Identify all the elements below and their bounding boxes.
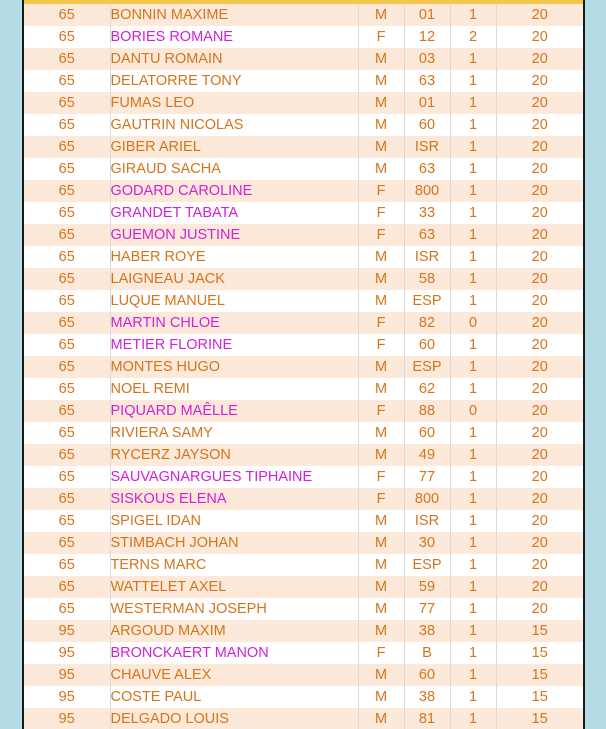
- dept-cell[interactable]: 01: [404, 92, 450, 114]
- count-cell[interactable]: 1: [450, 444, 496, 466]
- table-row: [24, 312, 583, 334]
- sex-cell[interactable]: M: [358, 4, 404, 26]
- name-cell[interactable]: GIBER ARIEL: [110, 136, 358, 158]
- count-cell[interactable]: 1: [450, 532, 496, 554]
- dept-cell[interactable]: 77: [404, 466, 450, 488]
- results-table-body: [24, 4, 583, 729]
- sex-cell[interactable]: M: [358, 444, 404, 466]
- table-row: [24, 642, 583, 664]
- score-cell[interactable]: 95: [24, 620, 110, 642]
- count-cell[interactable]: 1: [450, 268, 496, 290]
- sex-cell[interactable]: M: [358, 268, 404, 290]
- score-cell[interactable]: 65: [24, 202, 110, 224]
- count-cell[interactable]: 2: [450, 26, 496, 48]
- name-cell[interactable]: RIVIERA SAMY: [110, 422, 358, 444]
- sex-cell[interactable]: M: [358, 246, 404, 268]
- dept-cell[interactable]: B: [404, 642, 450, 664]
- dept-cell[interactable]: 03: [404, 48, 450, 70]
- table-row: [24, 202, 583, 224]
- name-cell[interactable]: METIER FLORINE: [110, 334, 358, 356]
- points-cell[interactable]: 20: [496, 92, 583, 114]
- name-cell[interactable]: FUMAS LEO: [110, 92, 358, 114]
- count-cell[interactable]: 1: [450, 576, 496, 598]
- sex-cell[interactable]: F: [358, 224, 404, 246]
- score-cell[interactable]: 65: [24, 466, 110, 488]
- points-cell[interactable]: 20: [496, 356, 583, 378]
- count-cell[interactable]: 1: [450, 334, 496, 356]
- score-cell[interactable]: 65: [24, 444, 110, 466]
- name-cell[interactable]: DELATORRE TONY: [110, 70, 358, 92]
- points-cell[interactable]: 20: [496, 180, 583, 202]
- name-cell[interactable]: GODARD CAROLINE: [110, 180, 358, 202]
- name-cell[interactable]: GAUTRIN NICOLAS: [110, 114, 358, 136]
- name-cell[interactable]: STIMBACH JOHAN: [110, 532, 358, 554]
- table-row: [24, 378, 583, 400]
- score-cell[interactable]: 65: [24, 422, 110, 444]
- score-cell[interactable]: 65: [24, 4, 110, 26]
- sex-cell[interactable]: M: [358, 48, 404, 70]
- score-cell[interactable]: 95: [24, 664, 110, 686]
- score-cell[interactable]: 65: [24, 70, 110, 92]
- table-row: [24, 26, 583, 48]
- count-cell[interactable]: 1: [450, 664, 496, 686]
- results-table: [24, 4, 583, 729]
- table-row: [24, 422, 583, 444]
- dept-cell[interactable]: 77: [404, 598, 450, 620]
- name-cell[interactable]: GRANDET TABATA: [110, 202, 358, 224]
- count-cell[interactable]: 1: [450, 114, 496, 136]
- sex-cell[interactable]: F: [358, 488, 404, 510]
- dept-cell[interactable]: 800: [404, 180, 450, 202]
- table-row: [24, 136, 583, 158]
- points-cell[interactable]: 20: [496, 114, 583, 136]
- table-row: [24, 488, 583, 510]
- points-cell[interactable]: 20: [496, 202, 583, 224]
- spreadsheet-sheet: [22, 0, 585, 729]
- name-cell[interactable]: DANTU ROMAIN: [110, 48, 358, 70]
- points-cell[interactable]: 20: [496, 290, 583, 312]
- table-row: [24, 70, 583, 92]
- table-row: [24, 48, 583, 70]
- count-cell[interactable]: 1: [450, 158, 496, 180]
- score-cell[interactable]: 65: [24, 180, 110, 202]
- count-cell[interactable]: 1: [450, 290, 496, 312]
- name-cell[interactable]: SPIGEL IDAN: [110, 510, 358, 532]
- points-cell[interactable]: 20: [496, 312, 583, 334]
- table-row: [24, 400, 583, 422]
- table-row: [24, 598, 583, 620]
- sex-cell[interactable]: M: [358, 378, 404, 400]
- score-cell[interactable]: 65: [24, 224, 110, 246]
- score-cell[interactable]: 95: [24, 686, 110, 708]
- count-cell[interactable]: 1: [450, 4, 496, 26]
- points-cell[interactable]: 20: [496, 444, 583, 466]
- score-cell[interactable]: 65: [24, 488, 110, 510]
- dept-cell[interactable]: 63: [404, 70, 450, 92]
- table-row: [24, 290, 583, 312]
- points-cell[interactable]: 20: [496, 224, 583, 246]
- points-cell[interactable]: 20: [496, 400, 583, 422]
- name-cell[interactable]: BORIES ROMANE: [110, 26, 358, 48]
- count-cell[interactable]: 1: [450, 48, 496, 70]
- dept-cell[interactable]: ISR: [404, 510, 450, 532]
- name-cell[interactable]: MONTES HUGO: [110, 356, 358, 378]
- sex-cell[interactable]: F: [358, 466, 404, 488]
- count-cell[interactable]: 1: [450, 70, 496, 92]
- sex-cell[interactable]: M: [358, 620, 404, 642]
- points-cell[interactable]: 15: [496, 686, 583, 708]
- score-cell[interactable]: 65: [24, 92, 110, 114]
- sex-cell[interactable]: M: [358, 356, 404, 378]
- dept-cell[interactable]: 59: [404, 576, 450, 598]
- dept-cell[interactable]: 60: [404, 664, 450, 686]
- sex-cell[interactable]: F: [358, 312, 404, 334]
- points-cell[interactable]: 20: [496, 466, 583, 488]
- name-cell[interactable]: COSTE PAUL: [110, 686, 358, 708]
- name-cell[interactable]: GIRAUD SACHA: [110, 158, 358, 180]
- score-cell[interactable]: 65: [24, 290, 110, 312]
- sex-cell[interactable]: M: [358, 598, 404, 620]
- dept-cell[interactable]: 81: [404, 708, 450, 729]
- table-row: [24, 158, 583, 180]
- score-cell[interactable]: 65: [24, 268, 110, 290]
- table-row: [24, 180, 583, 202]
- points-cell[interactable]: 20: [496, 576, 583, 598]
- count-cell[interactable]: 1: [450, 224, 496, 246]
- points-cell[interactable]: 15: [496, 664, 583, 686]
- table-row: [24, 664, 583, 686]
- name-cell[interactable]: WESTERMAN JOSEPH: [110, 598, 358, 620]
- points-cell[interactable]: 20: [496, 334, 583, 356]
- count-cell[interactable]: 1: [450, 378, 496, 400]
- dept-cell[interactable]: 62: [404, 378, 450, 400]
- table-row: [24, 532, 583, 554]
- score-cell[interactable]: 65: [24, 334, 110, 356]
- table-row: [24, 444, 583, 466]
- count-cell[interactable]: 1: [450, 180, 496, 202]
- name-cell[interactable]: SAUVAGNARGUES TIPHAINE: [110, 466, 358, 488]
- table-row: [24, 686, 583, 708]
- score-cell[interactable]: 65: [24, 246, 110, 268]
- table-row: [24, 92, 583, 114]
- name-cell[interactable]: GUEMON JUSTINE: [110, 224, 358, 246]
- table-row: [24, 708, 583, 729]
- points-cell[interactable]: 20: [496, 510, 583, 532]
- score-cell[interactable]: 65: [24, 48, 110, 70]
- name-cell[interactable]: WATTELET AXEL: [110, 576, 358, 598]
- name-cell[interactable]: CHAUVE ALEX: [110, 664, 358, 686]
- name-cell[interactable]: BONNIN MAXIME: [110, 4, 358, 26]
- score-cell[interactable]: 65: [24, 400, 110, 422]
- points-cell[interactable]: 20: [496, 158, 583, 180]
- count-cell[interactable]: 1: [450, 620, 496, 642]
- table-row: [24, 356, 583, 378]
- name-cell[interactable]: RYCERZ JAYSON: [110, 444, 358, 466]
- name-cell[interactable]: LAIGNEAU JACK: [110, 268, 358, 290]
- dept-cell[interactable]: 58: [404, 268, 450, 290]
- name-cell[interactable]: LUQUE MANUEL: [110, 290, 358, 312]
- sex-cell[interactable]: M: [358, 290, 404, 312]
- score-cell[interactable]: 65: [24, 576, 110, 598]
- dept-cell[interactable]: 38: [404, 686, 450, 708]
- count-cell[interactable]: 1: [450, 598, 496, 620]
- count-cell[interactable]: 0: [450, 312, 496, 334]
- score-cell[interactable]: 65: [24, 312, 110, 334]
- table-row: [24, 4, 583, 26]
- count-cell[interactable]: 1: [450, 488, 496, 510]
- score-cell[interactable]: 95: [24, 708, 110, 729]
- points-cell[interactable]: 20: [496, 598, 583, 620]
- points-cell[interactable]: 20: [496, 532, 583, 554]
- sex-cell[interactable]: M: [358, 422, 404, 444]
- table-row: [24, 224, 583, 246]
- dept-cell[interactable]: 63: [404, 158, 450, 180]
- points-cell[interactable]: 15: [496, 642, 583, 664]
- score-cell[interactable]: 95: [24, 642, 110, 664]
- sex-cell[interactable]: M: [358, 554, 404, 576]
- name-cell[interactable]: HABER ROYE: [110, 246, 358, 268]
- points-cell[interactable]: 20: [496, 4, 583, 26]
- sex-cell[interactable]: M: [358, 576, 404, 598]
- dept-cell[interactable]: 30: [404, 532, 450, 554]
- dept-cell[interactable]: 01: [404, 4, 450, 26]
- score-cell[interactable]: 65: [24, 554, 110, 576]
- count-cell[interactable]: 1: [450, 708, 496, 729]
- sex-cell[interactable]: M: [358, 686, 404, 708]
- dept-cell[interactable]: 38: [404, 620, 450, 642]
- points-cell[interactable]: 20: [496, 26, 583, 48]
- count-cell[interactable]: 1: [450, 642, 496, 664]
- name-cell[interactable]: PIQUARD MAÊLLE: [110, 400, 358, 422]
- score-cell[interactable]: 65: [24, 598, 110, 620]
- count-cell[interactable]: 1: [450, 92, 496, 114]
- sex-cell[interactable]: F: [358, 202, 404, 224]
- score-cell[interactable]: 65: [24, 136, 110, 158]
- count-cell[interactable]: 1: [450, 202, 496, 224]
- sex-cell[interactable]: M: [358, 532, 404, 554]
- score-cell[interactable]: 65: [24, 158, 110, 180]
- dept-cell[interactable]: ESP: [404, 554, 450, 576]
- table-row: [24, 576, 583, 598]
- count-cell[interactable]: 1: [450, 554, 496, 576]
- points-cell[interactable]: 20: [496, 422, 583, 444]
- sex-cell[interactable]: F: [358, 400, 404, 422]
- table-row: [24, 466, 583, 488]
- table-row: [24, 268, 583, 290]
- count-cell[interactable]: 1: [450, 136, 496, 158]
- name-cell[interactable]: MARTIN CHLOE: [110, 312, 358, 334]
- count-cell[interactable]: 1: [450, 686, 496, 708]
- points-cell[interactable]: 15: [496, 708, 583, 729]
- score-cell[interactable]: 65: [24, 532, 110, 554]
- points-cell[interactable]: 15: [496, 620, 583, 642]
- sex-cell[interactable]: F: [358, 26, 404, 48]
- sex-cell[interactable]: M: [358, 136, 404, 158]
- sex-cell[interactable]: M: [358, 510, 404, 532]
- name-cell[interactable]: DELGADO LOUIS: [110, 708, 358, 729]
- count-cell[interactable]: 0: [450, 400, 496, 422]
- table-row: [24, 510, 583, 532]
- points-cell[interactable]: 20: [496, 554, 583, 576]
- points-cell[interactable]: 20: [496, 48, 583, 70]
- count-cell[interactable]: 1: [450, 466, 496, 488]
- count-cell[interactable]: 1: [450, 510, 496, 532]
- count-cell[interactable]: 1: [450, 356, 496, 378]
- dept-cell[interactable]: 60: [404, 422, 450, 444]
- dept-cell[interactable]: 63: [404, 224, 450, 246]
- sex-cell[interactable]: M: [358, 114, 404, 136]
- dept-cell[interactable]: 800: [404, 488, 450, 510]
- score-cell[interactable]: 65: [24, 356, 110, 378]
- sex-cell[interactable]: F: [358, 334, 404, 356]
- dept-cell[interactable]: ISR: [404, 136, 450, 158]
- points-cell[interactable]: 20: [496, 488, 583, 510]
- score-cell[interactable]: 65: [24, 378, 110, 400]
- sex-cell[interactable]: M: [358, 708, 404, 729]
- name-cell[interactable]: ARGOUD MAXIM: [110, 620, 358, 642]
- points-cell[interactable]: 20: [496, 378, 583, 400]
- count-cell[interactable]: 1: [450, 422, 496, 444]
- sex-cell[interactable]: M: [358, 92, 404, 114]
- dept-cell[interactable]: 60: [404, 334, 450, 356]
- points-cell[interactable]: 20: [496, 246, 583, 268]
- dept-cell[interactable]: ESP: [404, 356, 450, 378]
- points-cell[interactable]: 20: [496, 268, 583, 290]
- name-cell[interactable]: NOEL REMI: [110, 378, 358, 400]
- table-row: [24, 334, 583, 356]
- score-cell[interactable]: 65: [24, 510, 110, 532]
- sex-cell[interactable]: F: [358, 642, 404, 664]
- table-row: [24, 554, 583, 576]
- dept-cell[interactable]: 49: [404, 444, 450, 466]
- dept-cell[interactable]: 12: [404, 26, 450, 48]
- dept-cell[interactable]: ISR: [404, 246, 450, 268]
- name-cell[interactable]: BRONCKAERT MANON: [110, 642, 358, 664]
- sex-cell[interactable]: M: [358, 664, 404, 686]
- name-cell[interactable]: TERNS MARC: [110, 554, 358, 576]
- sex-cell[interactable]: M: [358, 70, 404, 92]
- sex-cell[interactable]: F: [358, 180, 404, 202]
- dept-cell[interactable]: 88: [404, 400, 450, 422]
- name-cell[interactable]: SISKOUS ELENA: [110, 488, 358, 510]
- dept-cell[interactable]: 82: [404, 312, 450, 334]
- sex-cell[interactable]: M: [358, 158, 404, 180]
- score-cell[interactable]: 65: [24, 26, 110, 48]
- points-cell[interactable]: 20: [496, 70, 583, 92]
- table-row: [24, 114, 583, 136]
- dept-cell[interactable]: ESP: [404, 290, 450, 312]
- dept-cell[interactable]: 33: [404, 202, 450, 224]
- table-row: [24, 620, 583, 642]
- points-cell[interactable]: 20: [496, 136, 583, 158]
- dept-cell[interactable]: 60: [404, 114, 450, 136]
- count-cell[interactable]: 1: [450, 246, 496, 268]
- score-cell[interactable]: 65: [24, 114, 110, 136]
- table-row: [24, 246, 583, 268]
